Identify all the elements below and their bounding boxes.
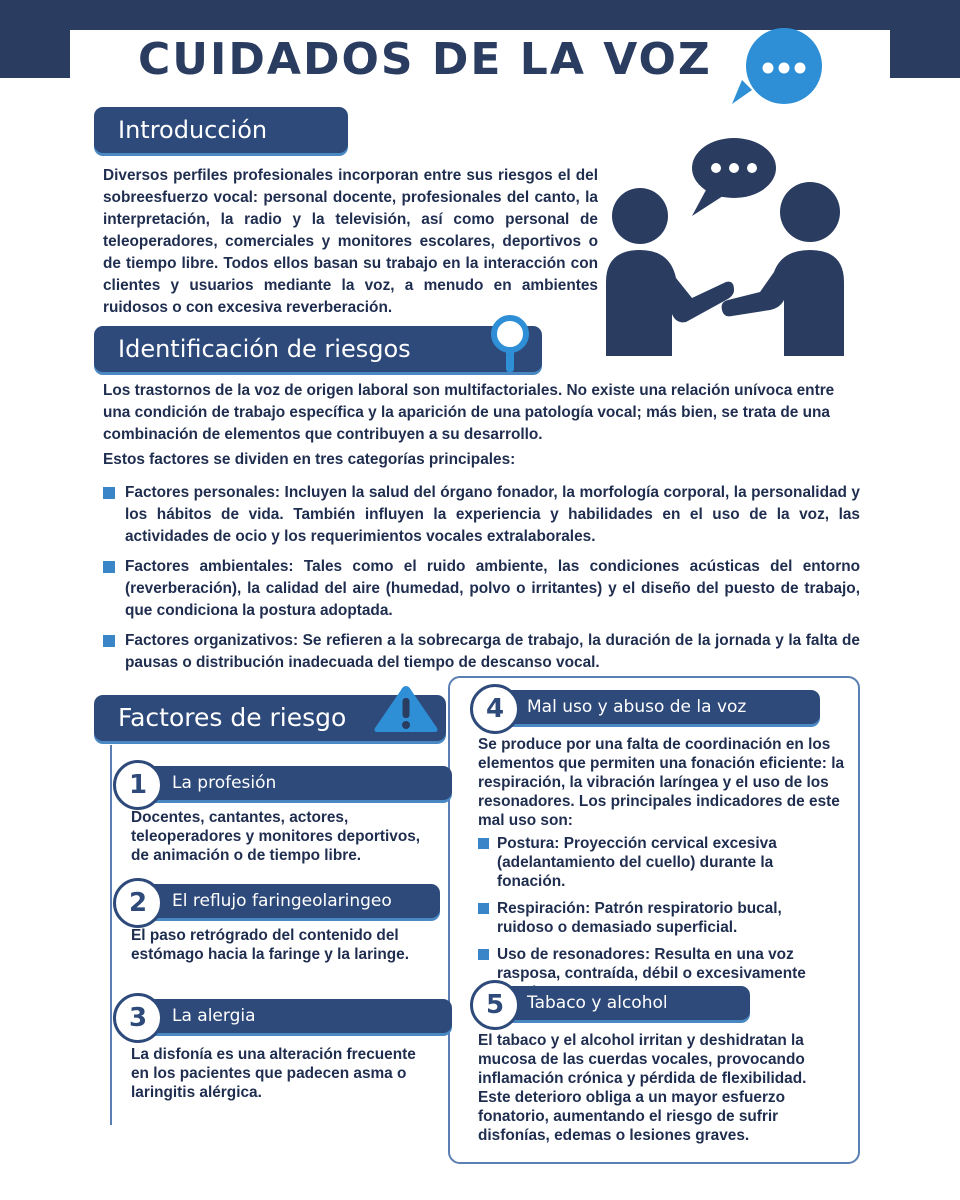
identificacion-paragraph: Los trastornos de la voz de origen laboral son multifactoriales. No existe una relación unívoca entre una condición de trabajo específica y la aparición de una patología vocal; más bien, se trata de una combinación de elementos que contribuyen a su desarrollo. [103, 382, 835, 443]
warning-triangle-icon [371, 684, 441, 734]
bullet-square-icon [478, 838, 489, 849]
list-item: Respiración: Patrón respiratorio bucal, ruidoso o demasiado superficial. [478, 899, 840, 937]
list-item: Factores personales: Incluyen la salud del órgano fonador, la morfología corporal, la personalidad y los hábitos de vida. También influyen la experiencia y habilidades en el uso de la voz, las actividades de ocio y los requerimientos vocales extralaborales. [103, 482, 860, 548]
item-4-text: Se produce por una falta de coordinación en los elementos que permiten una fonación eficiente: la respiración, la vibración laríngea y el uso de los resonadores. Los principales indicadores de este mal uso son: [478, 736, 845, 829]
item-3-number: 3 [113, 993, 163, 1043]
list-item: Factores ambientales: Tales como el ruido ambiente, las condiciones acústicas del entorno (reverberación), la calidad del aire (humedad, polvo o irritantes) y el diseño del puesto de trabajo, que condiciona la postura adoptada. [103, 556, 860, 622]
item-2-title: El reflujo faringeolaringeo [172, 891, 392, 911]
factor-list [103, 482, 860, 674]
item-3-text: La disfonía es una alteración frecuente en los pacientes que padecen asma o laringitis alérgica. [131, 1046, 416, 1101]
identificacion-heading: Identificación de riesgos [118, 335, 411, 363]
identificacion-lead: Estos factores se dividen en tres categorías principales: [103, 451, 516, 468]
bullet-square-icon [478, 949, 489, 960]
factores-heading: Factores de riesgo [118, 703, 347, 732]
item-4-number: 4 [470, 684, 520, 734]
bullet-square-icon [103, 635, 115, 647]
indicator-list [478, 834, 840, 1002]
item-3-title: La alergia [172, 1006, 256, 1026]
item-5-title: Tabaco y alcohol [527, 993, 668, 1013]
magnifier-icon [488, 312, 532, 374]
item-2-number: 2 [113, 878, 163, 928]
item-5-text: El tabaco y el alcohol irritan y deshidratan la mucosa de las cuerdas vocales, provocando inflamación crónica y pérdida de flexibilidad. Este deterioro obliga a un mayor esfuerzo fonatorio, aumentando el riesgo de sufrir disfonías, edemas o lesiones graves. [478, 1032, 807, 1144]
item-1-title: La profesión [172, 773, 277, 793]
bullet-square-icon [103, 561, 115, 573]
list-item: Uso de resonadores: Resulta en una voz rasposa, contraída, débil o excesivamente [478, 945, 840, 1002]
speech-bubble-icon [728, 24, 828, 110]
bullet-square-icon [103, 487, 115, 499]
page-title: CUIDADOS DE LA VOZ [138, 34, 712, 85]
item-4-title: Mal uso y abuso de la voz [527, 697, 747, 717]
item-2-text: El paso retrógrado del contenido del estómago hacia la faringe y la laringe. [131, 927, 409, 963]
list-item: Factores organizativos: Se refieren a la sobrecarga de trabajo, la duración de la jornada y la falta de pausas o distribución inadecuada del tiempo de descanso vocal. [103, 630, 860, 674]
intro-paragraph: Diversos perfiles profesionales incorporan entre sus riesgos el del sobreesfuerzo vocal: personal docente, profesionales del canto, la interpretación, la radio y la televisión, así como personal de teleoperadores, comerciales y monitores escolares, deportivos o de tiempo libre. Todos ellos basan su trabajo en la interacción con clientes y usuarios mediante la voz, a menudo en ambientes ruidosos o con excesiva reverberación. [103, 167, 598, 316]
intro-heading: Introducción [118, 116, 268, 144]
two-people-talking-icon [600, 132, 850, 358]
item-1-number: 1 [113, 760, 163, 810]
item-1-text: Docentes, cantantes, actores, teleoperadores y monitores deportivos, de animación o de tiempo libre. [131, 809, 421, 864]
bullet-square-icon [478, 903, 489, 914]
list-item: Postura: Proyección cervical excesiva (adelantamiento del cuello) durante la fonación. [478, 834, 840, 891]
item-5-number: 5 [470, 980, 520, 1030]
left-panel-line [110, 745, 112, 1125]
